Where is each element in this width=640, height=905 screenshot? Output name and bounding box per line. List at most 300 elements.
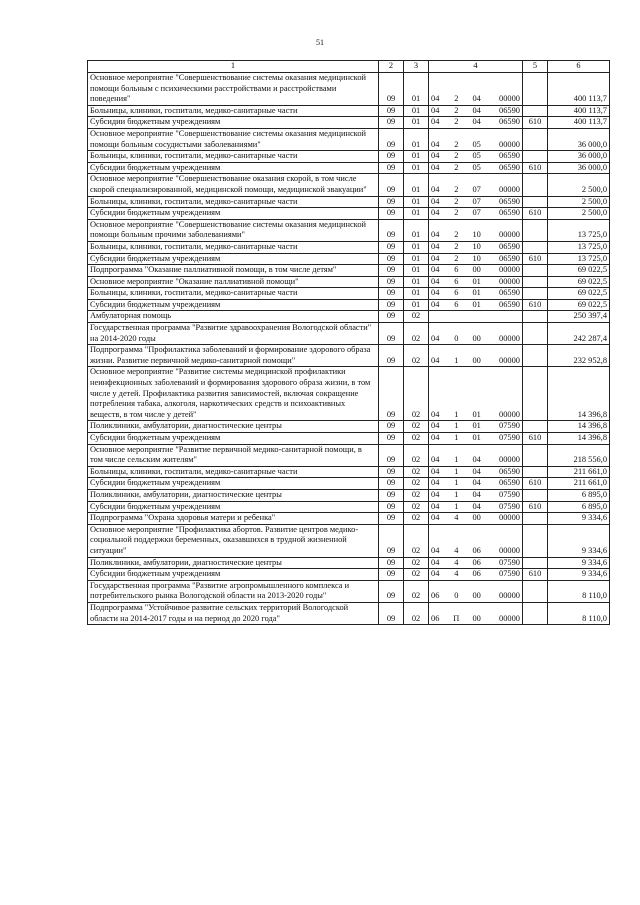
target-article-cell: [429, 323, 523, 345]
subsection-code-cell: 02: [404, 421, 429, 433]
expense-type-cell: [523, 323, 548, 345]
code-part-4: 00000: [499, 613, 520, 623]
section-code-cell: 09: [379, 162, 404, 174]
expense-type-cell: [523, 311, 548, 323]
code-part-1: 04: [431, 355, 440, 365]
code-part-4: 00000: [499, 545, 520, 555]
row-name-cell: Субсидии бюджетным учреждениям: [88, 478, 379, 490]
subsection-code-cell: 01: [404, 151, 429, 163]
subsection-code-cell: 01: [404, 219, 429, 241]
target-article-cell: [429, 105, 523, 117]
code-part-3: 04: [472, 455, 481, 465]
section-code-cell: 09: [379, 444, 404, 466]
row-name-cell: Субсидии бюджетным учреждениям: [88, 162, 379, 174]
expense-type-cell: [523, 196, 548, 208]
target-article-code: [431, 277, 520, 288]
code-part-4: 07590: [499, 433, 520, 442]
target-article-code: [431, 546, 520, 557]
code-part-4: 06590: [499, 299, 520, 309]
code-part-1: 04: [431, 241, 440, 251]
header-col-5: 5: [523, 61, 548, 73]
subsection-code-cell: 01: [404, 174, 429, 196]
code-part-3: 00: [472, 265, 481, 275]
subsection-code-cell: 01: [404, 162, 429, 174]
code-part-4: 00000: [499, 333, 520, 343]
amount-cell: 9 334,6: [548, 557, 610, 569]
code-part-1: 04: [431, 208, 440, 218]
target-article-cell: [429, 265, 523, 277]
target-article-cell: [429, 433, 523, 445]
table-row: [88, 276, 610, 288]
target-article-cell: [429, 288, 523, 300]
amount-cell: 14 396,8: [548, 433, 610, 445]
section-code-cell: 09: [379, 602, 404, 624]
expense-type-cell: [523, 580, 548, 602]
code-part-2: 0: [454, 333, 459, 343]
amount-cell: 9 334,6: [548, 524, 610, 557]
table-row: [88, 162, 610, 174]
target-article-code: [431, 455, 520, 466]
subsection-code-cell: 02: [404, 478, 429, 490]
code-part-1: 04: [431, 117, 440, 127]
expense-type-cell: 610: [523, 117, 548, 129]
target-article-code: [431, 502, 520, 513]
section-code-cell: 09: [379, 265, 404, 277]
table-row: [88, 489, 610, 501]
row-name-cell: Основное мероприятие "Совершенствование системы оказания медицинской помощи больным сосудистыми заболеваниями": [88, 128, 379, 150]
row-name-cell: Государственная программа "Развитие здравоохранения Вологодской области" на 2014-2020 годы: [88, 323, 379, 345]
expense-type-cell: 610: [523, 501, 548, 513]
amount-cell: 69 022,5: [548, 288, 610, 300]
code-part-1: 04: [431, 489, 440, 499]
section-code-cell: 09: [379, 105, 404, 117]
section-code-cell: 09: [379, 433, 404, 445]
code-part-3: 01: [472, 433, 481, 442]
amount-cell: 14 396,8: [548, 367, 610, 421]
page-number: 51: [316, 38, 324, 47]
code-part-2: 2: [454, 162, 459, 172]
code-part-2: 4: [454, 569, 459, 579]
target-article-cell: [429, 174, 523, 196]
code-part-2: 6: [454, 276, 459, 286]
code-part-2: 1: [454, 421, 459, 431]
target-article-code: [431, 117, 520, 128]
code-part-2: 1: [454, 501, 459, 511]
row-name-cell: Больницы, клиники, госпитали, медико-санитарные части: [88, 151, 379, 163]
amount-cell: 6 895,0: [548, 501, 610, 513]
section-code-cell: 09: [379, 345, 404, 367]
expense-type-cell: [523, 602, 548, 624]
code-part-4: 06590: [499, 478, 520, 488]
code-part-1: 04: [431, 421, 440, 431]
code-part-2: 2: [454, 253, 459, 263]
code-part-4: 07590: [499, 421, 520, 431]
table-row: [88, 299, 610, 311]
code-part-4: 06590: [499, 196, 520, 206]
subsection-code-cell: 01: [404, 288, 429, 300]
table-row: [88, 501, 610, 513]
subsection-code-cell: 02: [404, 367, 429, 421]
row-name-cell: Подпрограмма "Устойчивое развитие сельских территорий Вологодской области на 2014-2017 годы и на период до 2020 года": [88, 602, 379, 624]
target-article-cell: [429, 219, 523, 241]
target-article-code: [431, 334, 520, 345]
code-part-1: 04: [431, 288, 440, 298]
row-name-cell: Основное мероприятие "Оказание паллиативной помощи": [88, 276, 379, 288]
code-part-4: 07590: [499, 501, 520, 511]
row-name-cell: Основное мероприятие "Развитие системы медицинской профилактики неинфекционных заболеваний и формирования здорового образа жизни, в том числе у детей. Профилактика развития зависимостей, включая сокращение потребления табака, алкоголя, наркотических средств и психоактивных веществ, в том числе у детей": [88, 367, 379, 421]
expense-type-cell: 610: [523, 478, 548, 490]
table-row: [88, 196, 610, 208]
table-row: [88, 444, 610, 466]
code-part-2: 2: [454, 117, 459, 127]
code-part-2: 2: [454, 105, 459, 115]
code-part-3: 04: [472, 117, 481, 127]
code-part-3: 06: [472, 557, 481, 567]
target-article-cell: [429, 253, 523, 265]
row-name-cell: Субсидии бюджетным учреждениям: [88, 117, 379, 129]
target-article-code: [431, 185, 520, 196]
target-article-cell: [429, 162, 523, 174]
code-part-3: 01: [472, 276, 481, 286]
code-part-4: 00000: [499, 230, 520, 240]
section-code-cell: 09: [379, 513, 404, 525]
target-article-cell: [429, 489, 523, 501]
target-article-code: [431, 163, 520, 174]
code-part-1: 04: [431, 105, 440, 115]
section-code-cell: 09: [379, 466, 404, 478]
code-part-4: 07590: [499, 557, 520, 567]
target-article-code: [431, 410, 520, 421]
section-code-cell: 09: [379, 117, 404, 129]
target-article-cell: [429, 367, 523, 421]
section-code-cell: 09: [379, 276, 404, 288]
code-part-3: 05: [472, 151, 481, 161]
target-article-cell: [429, 299, 523, 311]
table-row: [88, 602, 610, 624]
target-article-code: [431, 151, 520, 162]
table-header-row: [88, 61, 610, 73]
subsection-code-cell: 02: [404, 513, 429, 525]
target-article-code: [431, 478, 520, 489]
code-part-2: 1: [454, 433, 459, 442]
row-name-cell: Субсидии бюджетным учреждениям: [88, 299, 379, 311]
code-part-4: 00000: [499, 455, 520, 465]
code-part-1: 04: [431, 501, 440, 511]
target-article-cell: [429, 117, 523, 129]
target-article-cell: [429, 580, 523, 602]
code-part-2: 6: [454, 299, 459, 309]
section-code-cell: 09: [379, 208, 404, 220]
code-part-3: 00: [472, 513, 481, 523]
code-part-2: 1: [454, 455, 459, 465]
subsection-code-cell: 01: [404, 299, 429, 311]
target-article-code: [431, 106, 520, 117]
row-name-cell: Государственная программа "Развитие агропромышленного комплекса и потребительского рынка Вологодской области на 2013-2020 годы": [88, 580, 379, 602]
code-part-2: 2: [454, 230, 459, 240]
code-part-3: 04: [472, 94, 481, 104]
code-part-2: 2: [454, 241, 459, 251]
amount-cell: 13 725,0: [548, 241, 610, 253]
header-col-3: 3: [404, 61, 429, 73]
amount-cell: 211 661,0: [548, 478, 610, 490]
table-row: [88, 288, 610, 300]
table-row: [88, 105, 610, 117]
subsection-code-cell: 01: [404, 73, 429, 106]
target-article-cell: [429, 524, 523, 557]
code-part-3: 05: [472, 139, 481, 149]
expense-type-cell: [523, 73, 548, 106]
code-part-3: 07: [472, 196, 481, 206]
row-name-cell: Поликлиники, амбулатории, диагностические центры: [88, 489, 379, 501]
row-name-cell: Субсидии бюджетным учреждениям: [88, 208, 379, 220]
target-article-code: [431, 591, 520, 602]
code-part-3: 01: [472, 299, 481, 309]
code-part-1: 04: [431, 333, 440, 343]
target-article-code: [431, 140, 520, 151]
code-part-1: 04: [431, 184, 440, 194]
code-part-1: 04: [431, 569, 440, 579]
code-part-4: 06590: [499, 253, 520, 263]
amount-cell: 9 334,6: [548, 569, 610, 581]
expense-type-cell: [523, 524, 548, 557]
target-article-cell: [429, 513, 523, 525]
code-part-4: 06590: [499, 288, 520, 298]
code-part-4: 06590: [499, 105, 520, 115]
code-part-1: 04: [431, 196, 440, 206]
code-part-2: 2: [454, 208, 459, 218]
code-part-1: 04: [431, 139, 440, 149]
table-row: [88, 253, 610, 265]
subsection-code-cell: 02: [404, 323, 429, 345]
code-part-4: 06590: [499, 466, 520, 476]
subsection-code-cell: 01: [404, 265, 429, 277]
code-part-1: 04: [431, 557, 440, 567]
target-article-code: [431, 356, 520, 367]
code-part-2: 2: [454, 151, 459, 161]
row-name-cell: Субсидии бюджетным учреждениям: [88, 433, 379, 445]
target-article-code: [431, 421, 520, 432]
section-code-cell: 09: [379, 196, 404, 208]
target-article-code: [431, 569, 520, 580]
expense-type-cell: [523, 219, 548, 241]
amount-cell: 13 725,0: [548, 219, 610, 241]
table-row: [88, 569, 610, 581]
row-name-cell: Больницы, клиники, госпитали, медико-санитарные части: [88, 241, 379, 253]
subsection-code-cell: 02: [404, 444, 429, 466]
amount-cell: 400 113,7: [548, 105, 610, 117]
target-article-cell: [429, 196, 523, 208]
row-name-cell: Основное мероприятие "Совершенствование системы оказания медицинской помощи больным с психическими расстройствами и расстройствами поведения": [88, 73, 379, 106]
code-part-3: 04: [472, 478, 481, 488]
table-row: [88, 478, 610, 490]
section-code-cell: 09: [379, 174, 404, 196]
amount-cell: 242 287,4: [548, 323, 610, 345]
code-part-4: 06590: [499, 117, 520, 127]
code-part-3: 06: [472, 545, 481, 555]
target-article-code: [431, 300, 520, 311]
row-name-cell: Больницы, клиники, госпитали, медико-санитарные части: [88, 466, 379, 478]
table-row: [88, 151, 610, 163]
subsection-code-cell: 01: [404, 253, 429, 265]
row-name-cell: Основное мероприятие "Совершенствование оказания скорой, в том числе скорой специализированной, медицинской помощи, медицинской эвакуации": [88, 174, 379, 196]
expense-type-cell: 610: [523, 569, 548, 581]
table-row: [88, 367, 610, 421]
code-part-1: 04: [431, 230, 440, 240]
table-row: [88, 73, 610, 106]
code-part-2: 1: [454, 478, 459, 488]
amount-cell: 2 500,0: [548, 196, 610, 208]
table-row: [88, 265, 610, 277]
code-part-3: 06: [472, 569, 481, 579]
target-article-cell: [429, 444, 523, 466]
target-article-cell: [429, 311, 523, 323]
section-code-cell: 09: [379, 569, 404, 581]
amount-cell: 218 556,0: [548, 444, 610, 466]
amount-cell: 400 113,7: [548, 73, 610, 106]
code-part-3: 05: [472, 162, 481, 172]
expense-type-cell: [523, 557, 548, 569]
code-part-4: 06590: [499, 162, 520, 172]
code-part-4: 06590: [499, 241, 520, 251]
code-part-4: 07590: [499, 489, 520, 499]
code-part-1: 04: [431, 276, 440, 286]
target-article-cell: [429, 478, 523, 490]
code-part-2: 2: [454, 139, 459, 149]
code-part-2: 2: [454, 94, 459, 104]
code-part-2: 0: [454, 591, 459, 601]
budget-table: [87, 60, 610, 625]
code-part-2: 1: [454, 466, 459, 476]
code-part-4: 00000: [499, 265, 520, 275]
table-row: [88, 174, 610, 196]
target-article-cell: [429, 276, 523, 288]
amount-cell: 232 952,8: [548, 345, 610, 367]
expense-type-cell: [523, 345, 548, 367]
code-part-1: 04: [431, 94, 440, 104]
target-article-code: [431, 265, 520, 276]
table-row: [88, 557, 610, 569]
target-article-cell: [429, 466, 523, 478]
row-name-cell: Субсидии бюджетным учреждениям: [88, 253, 379, 265]
table-row: [88, 421, 610, 433]
row-name-cell: Больницы, клиники, госпитали, медико-санитарные части: [88, 196, 379, 208]
amount-cell: 36 000,0: [548, 128, 610, 150]
table-row: [88, 128, 610, 150]
code-part-3: 01: [472, 421, 481, 431]
expense-type-cell: [523, 241, 548, 253]
subsection-code-cell: 01: [404, 128, 429, 150]
target-article-cell: [429, 421, 523, 433]
code-part-3: 00: [472, 355, 481, 365]
code-part-3: 01: [472, 288, 481, 298]
expense-type-cell: [523, 489, 548, 501]
target-article-code: [431, 230, 520, 241]
amount-cell: 211 661,0: [548, 466, 610, 478]
subsection-code-cell: 02: [404, 466, 429, 478]
subsection-code-cell: 02: [404, 501, 429, 513]
target-article-code: [431, 467, 520, 478]
code-part-4: 06590: [499, 208, 520, 218]
amount-cell: 9 334,6: [548, 513, 610, 525]
code-part-2: 6: [454, 288, 459, 298]
code-part-4: 07590: [499, 569, 520, 579]
code-part-2: 4: [454, 513, 459, 523]
code-part-3: 10: [472, 253, 481, 263]
code-part-1: 04: [431, 162, 440, 172]
section-code-cell: 09: [379, 524, 404, 557]
expense-type-cell: 610: [523, 299, 548, 311]
row-name-cell: Основное мероприятие "Профилактика абортов. Развитие центров медико-социальной поддержки беременных, оказавшихся в трудной жизненной ситуации": [88, 524, 379, 557]
row-name-cell: Подпрограмма "Охрана здоровья матери и ребенка": [88, 513, 379, 525]
target-article-code: [431, 558, 520, 569]
table-row: [88, 433, 610, 445]
expense-type-cell: [523, 288, 548, 300]
code-part-4: 00000: [499, 355, 520, 365]
code-part-1: 04: [431, 466, 440, 476]
subsection-code-cell: 02: [404, 311, 429, 323]
code-part-3: 07: [472, 184, 481, 194]
table-row: [88, 466, 610, 478]
expense-type-cell: [523, 466, 548, 478]
target-article-cell: [429, 345, 523, 367]
expense-type-cell: [523, 513, 548, 525]
amount-cell: 8 110,0: [548, 580, 610, 602]
table-row: [88, 345, 610, 367]
amount-cell: 250 397,4: [548, 311, 610, 323]
code-part-3: 04: [472, 489, 481, 499]
amount-cell: 13 725,0: [548, 253, 610, 265]
code-part-1: 04: [431, 433, 440, 442]
row-name-cell: Основное мероприятие "Развитие первичной медико-санитарной помощи, в том числе сельским жителям": [88, 444, 379, 466]
section-code-cell: 09: [379, 253, 404, 265]
table-row: [88, 513, 610, 525]
code-part-2: 2: [454, 196, 459, 206]
amount-cell: 2 500,0: [548, 174, 610, 196]
code-part-2: 2: [454, 184, 459, 194]
code-part-1: 06: [431, 591, 440, 601]
subsection-code-cell: 01: [404, 276, 429, 288]
amount-cell: 8 110,0: [548, 602, 610, 624]
subsection-code-cell: 01: [404, 117, 429, 129]
amount-cell: 69 022,5: [548, 299, 610, 311]
expense-type-cell: [523, 421, 548, 433]
code-part-1: 04: [431, 409, 440, 419]
row-name-cell: Больницы, клиники, госпитали, медико-санитарные части: [88, 105, 379, 117]
target-article-code: [431, 288, 520, 299]
code-part-2: 1: [454, 355, 459, 365]
code-part-3: 10: [472, 241, 481, 251]
code-part-2: П: [453, 613, 460, 623]
section-code-cell: 09: [379, 73, 404, 106]
code-part-2: 4: [454, 545, 459, 555]
code-part-3: 00: [472, 613, 481, 623]
section-code-cell: 09: [379, 128, 404, 150]
code-part-3: 04: [472, 501, 481, 511]
section-code-cell: 09: [379, 323, 404, 345]
code-part-2: 4: [454, 557, 459, 567]
section-code-cell: 09: [379, 421, 404, 433]
code-part-4: 00000: [499, 409, 520, 419]
target-article-code: [431, 490, 520, 501]
target-article-code: [431, 513, 520, 524]
expense-type-cell: [523, 265, 548, 277]
code-part-2: 1: [454, 489, 459, 499]
target-article-code: [431, 242, 520, 253]
target-article-cell: [429, 151, 523, 163]
section-code-cell: 09: [379, 489, 404, 501]
code-part-1: 06: [431, 613, 440, 623]
target-article-code: [431, 254, 520, 265]
